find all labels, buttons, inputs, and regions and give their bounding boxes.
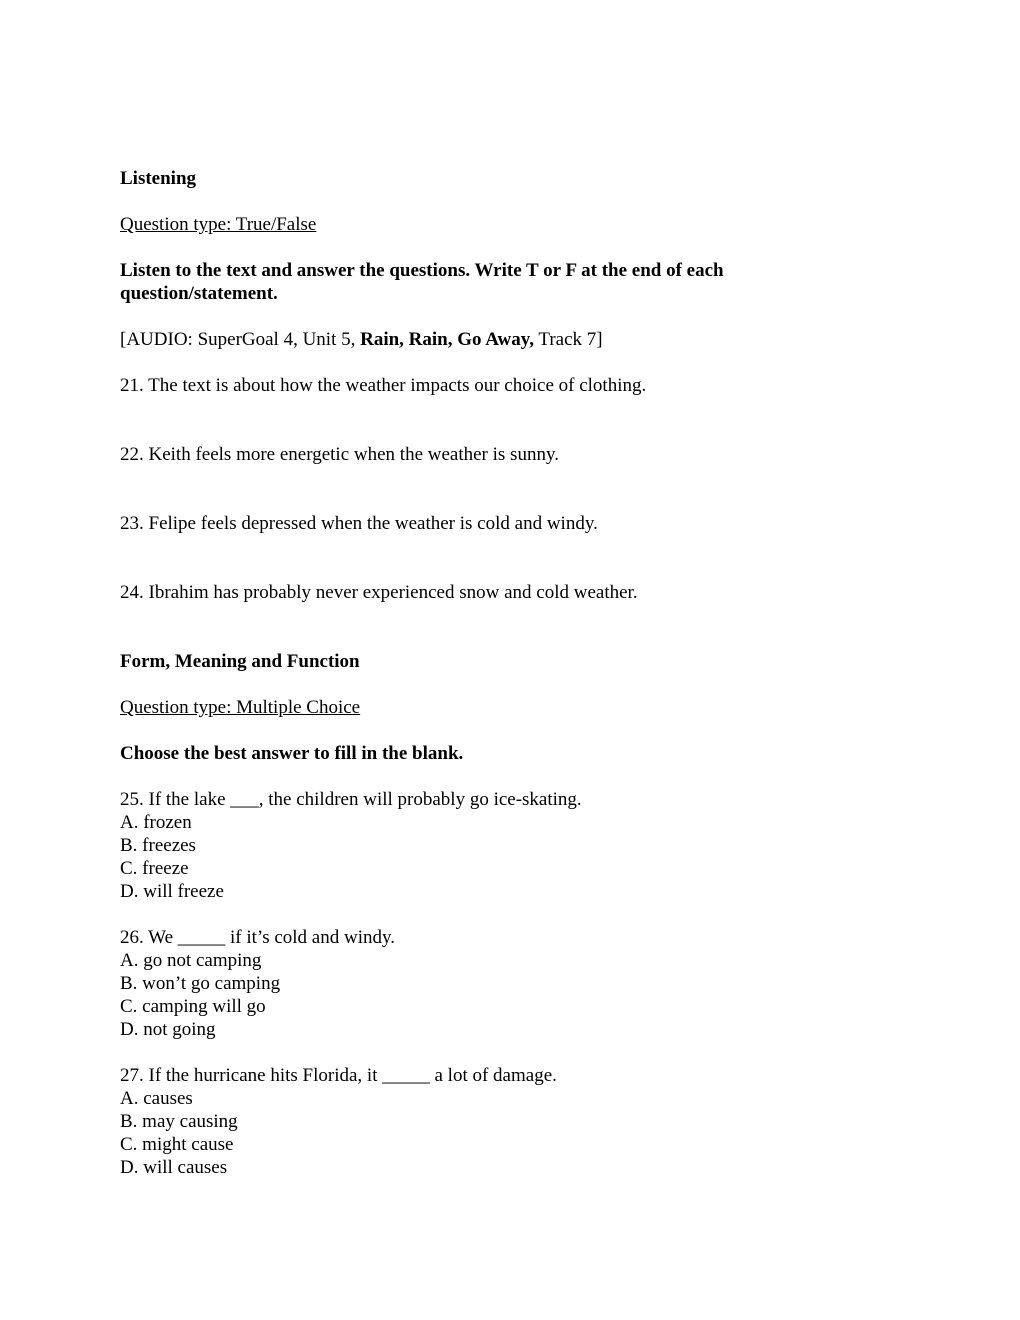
audio-title: Rain, Rain, Go Away, <box>360 329 534 350</box>
mc-option-27-b: B. may causing <box>120 1111 238 1132</box>
mc-option-27-a: A. causes <box>120 1088 193 1109</box>
mc-question-25: 25. If the lake ___, the children will probably go ice-skating. <box>120 789 582 810</box>
mc-option-26-d: D. not going <box>120 1019 216 1040</box>
audio-suffix: Track 7] <box>533 329 603 350</box>
question-type-multiple-choice: Question type: Multiple Choice <box>120 697 361 718</box>
tf-question-22: 22. Keith feels more energetic when the weather is sunny. <box>120 444 559 465</box>
tf-question-21: 21. The text is about how the weather impacts our choice of clothing. <box>120 375 647 396</box>
audio-prefix: [AUDIO: SuperGoal 4, Unit 5, <box>120 329 361 350</box>
mc-question-27: 27. If the hurricane hits Florida, it _____ a lot of damage. <box>120 1065 557 1086</box>
tf-question-24: 24. Ibrahim has probably never experienced snow and cold weather. <box>120 582 638 603</box>
instruction-line-1: Listen to the text and answer the questions. Write T or F at the end of each <box>120 260 724 281</box>
mc-option-26-a: A. go not camping <box>120 950 262 971</box>
mc-option-25-c: C. freeze <box>120 858 189 879</box>
mc-option-26-c: C. camping will go <box>120 996 266 1017</box>
audio-reference <box>120 328 603 351</box>
section-heading-form: Form, Meaning and Function <box>120 651 360 672</box>
question-type-true-false: Question type: True/False <box>120 214 317 235</box>
mc-option-27-c: C. might cause <box>120 1134 234 1155</box>
section-heading-listening: Listening <box>120 168 197 189</box>
mc-instruction: Choose the best answer to fill in the blank. <box>120 743 464 764</box>
mc-option-25-d: D. will freeze <box>120 881 224 902</box>
mc-option-25-a: A. frozen <box>120 812 192 833</box>
instruction-line-2: question/statement. <box>120 283 278 304</box>
mc-option-27-d: D. will causes <box>120 1157 228 1178</box>
mc-option-25-b: B. freezes <box>120 835 196 856</box>
tf-question-23: 23. Felipe feels depressed when the weather is cold and windy. <box>120 513 598 534</box>
mc-option-26-b: B. won’t go camping <box>120 973 281 994</box>
mc-question-26: 26. We _____ if it’s cold and windy. <box>120 927 395 948</box>
